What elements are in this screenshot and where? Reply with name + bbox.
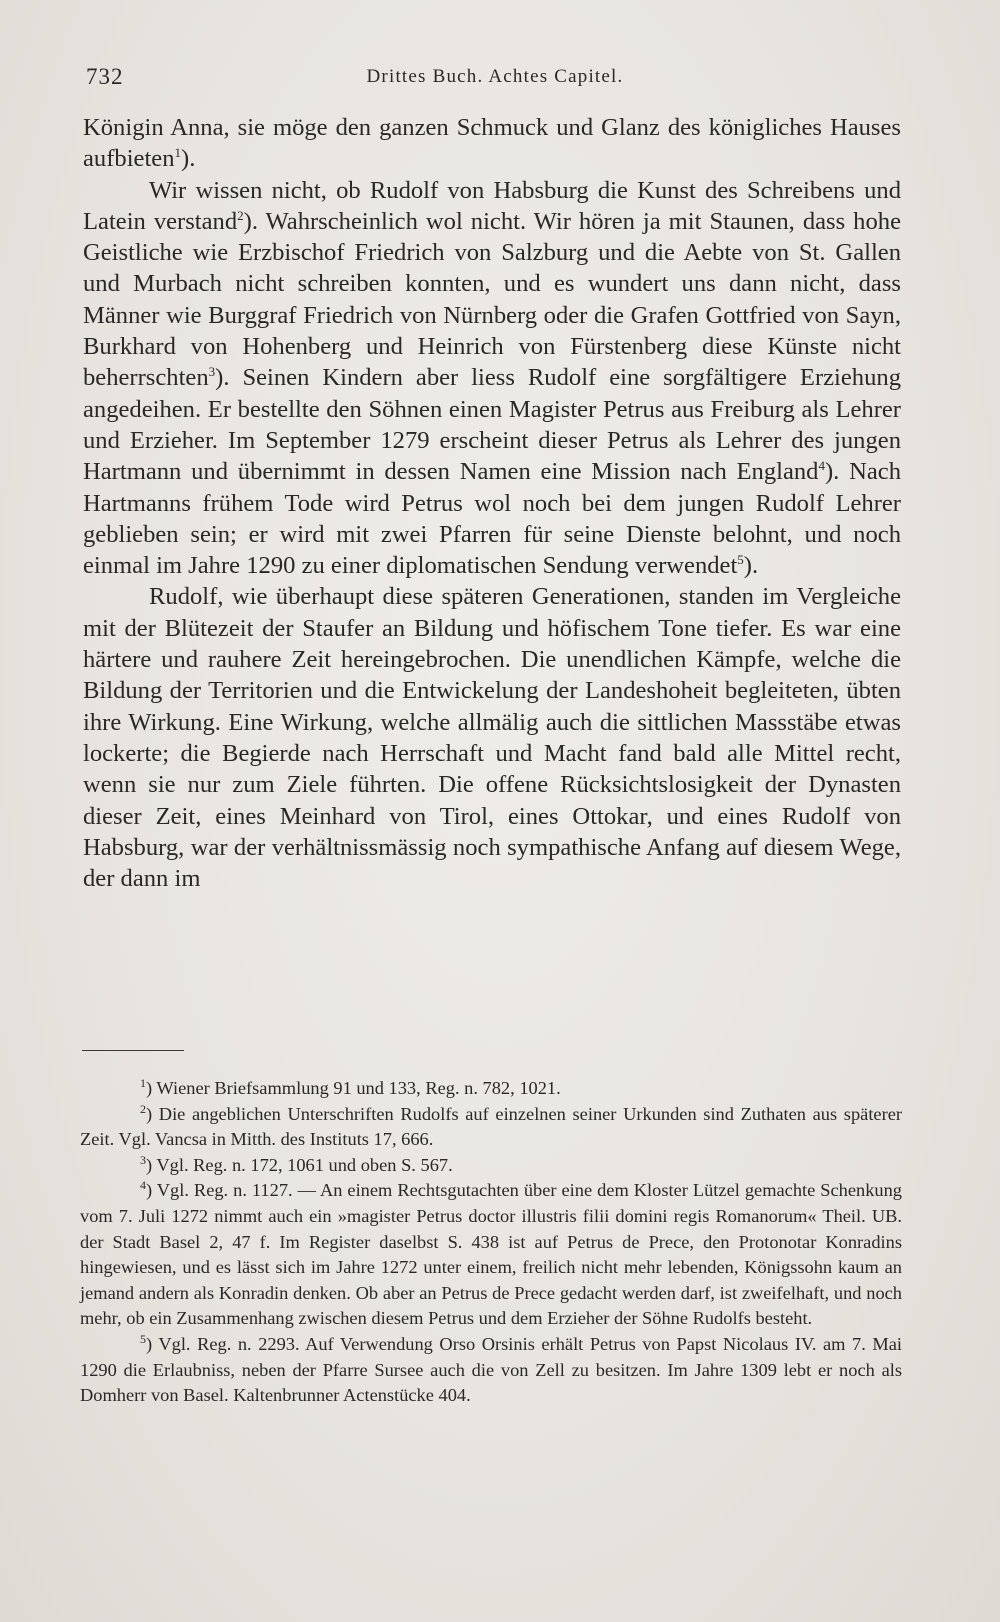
paragraph-text: ). <box>181 145 196 173</box>
running-head <box>86 64 904 94</box>
footnote-ref: 4 <box>818 458 825 474</box>
footnote-mark: 5 <box>140 1331 146 1346</box>
footnote-1 <box>80 1076 902 1102</box>
footnote-2 <box>80 1102 902 1153</box>
footnote-ref: 1 <box>174 145 181 161</box>
footnote-5 <box>80 1332 902 1409</box>
paragraph-text: ). <box>743 552 759 580</box>
paragraph-text: Königin Anna, sie möge den ganzen Schmuck und Glanz des königliches Hauses aufbieten <box>83 114 901 173</box>
running-title: Drittes Buch. Achtes Capitel. <box>366 66 624 87</box>
footnote-mark: 1 <box>140 1076 146 1090</box>
footnote-ref: 5 <box>737 552 744 568</box>
footnote-text: ) Vgl. Reg. n. 172, 1061 und oben S. 567. <box>146 1154 453 1175</box>
paragraph-text: ). Wahrscheinlich wol nicht. Wir hören ja mit Staunen, dass hohe Geistliche wie Erzbischof Friedrich von Salzburg und die Aebte von St. Gallen und Murbach nicht schreiben konnten, und es wundert uns dann nicht, dass Männer wie Burggraf Friedrich von Nürnberg oder die Grafen Gottfried von Sayn, Burkhard von Hohenberg und Heinrich von Fürstenberg diese Künste nicht beherrschten <box>83 207 901 392</box>
footnote-text: ) Die angeblichen Unterschriften Rudolfs auf einzelnen seiner Urkunden sind Zuthaten aus späterer Zeit. Vgl. Vancsa in Mitth. des Instituts 17, 666. <box>80 1103 902 1150</box>
footnote-3 <box>80 1153 902 1179</box>
footnote-text: ) Vgl. Reg. n. 1127. — An einem Rechtsgutachten über eine dem Kloster Lützel gemachte Schenkung vom 7. Juli 1272 nimmt auch ein »magister Petrus doctor illustris filii domini regis Romanorum« Theil. UB. der Stadt Basel 2, 47 f. Im Register daselbst S. 438 ist auf Petrus de Prece, den Protonotar Konradins hingewiesen, und es lässt sich im Jahre 1272 unter einem, freilich nicht mehr lebenden, Königssohn kaum an jemand andern als Konradin denken. Ob aber an Petrus de Prece gedacht werden darf, ist zweifelhaft, und noch mehr, ob ein Zusammenhang zwischen diesem Petrus und dem Erzieher der Söhne Rudolfs besteht. <box>80 1180 902 1329</box>
footnote-mark: 3 <box>140 1152 146 1167</box>
footnote-mark: 4 <box>140 1178 146 1193</box>
paragraph-3 <box>83 581 901 894</box>
paragraph-1 <box>83 112 901 175</box>
paragraph-text: Rudolf, wie überhaupt diese späteren Generationen, standen im Vergleiche mit der Blütezeit der Staufer an Bildung und höfischem Tone tiefer. Es war eine härtere und rauhere Zeit hereingebrochen. Die unendlichen Kämpfe, welche die Bildung der Territorien und die Entwickelung der Landeshoheit begleiteten, übten ihre Wirkung. Eine Wirkung, welche allmälig auch die sittlichen Massstäbe etwas lockerte; die Begierde nach Herrschaft und Macht fand bald alle Mittel recht, wenn sie nur zum Ziele führten. Die offene Rücksichtslosigkeit der Dynasten dieser Zeit, eines Meinhard von Tirol, eines Ottokar, und eines Rudolf von Habsburg, war der verhältnissmässig noch sympathische Anfang auf diesem Wege, der dann im <box>83 583 901 893</box>
footnote-ref: 2 <box>237 207 244 223</box>
page-number: 732 <box>86 64 124 89</box>
footnote-4 <box>80 1178 902 1332</box>
paragraph-text: ). Nach Hartmanns frühem Tode wird Petrus wol noch bei dem jungen Rudolf Lehrer geblieben sein; er wird mit zwei Pfarren für seine Dienste belohnt, und noch einmal im Jahre 1290 zu einer diplomatischen Sendung verwendet <box>83 458 901 580</box>
footnotes <box>80 1076 902 1409</box>
footnote-separator <box>82 1050 184 1051</box>
paragraph-2 <box>83 175 901 582</box>
paragraph-text: ). Seinen Kindern aber liess Rudolf eine sorgfältigere Erziehung angedeihen. Er bestellte den Söhnen einen Magister Petrus aus Freiburg als Lehrer und Erzieher. Im September 1279 erscheint dieser Petrus als Lehrer des jungen Hartmann und übernimmt in dessen Namen eine Mission nach England <box>83 364 901 486</box>
paragraph-text: Wir wissen nicht, ob Rudolf von Habsburg die Kunst des Schreibens und Latein verstand <box>83 176 901 235</box>
footnote-text: ) Wiener Briefsammlung 91 und 133, Reg. n. 782, 1021. <box>146 1078 561 1098</box>
footnote-text: ) Vgl. Reg. n. 2293. Auf Verwendung Orso Orsinis erhält Petrus von Papst Nicolaus IV. am 7. Mai 1290 die Erlaubniss, neben der Pfarre Sursee auch die von Zell zu besitzen. Im Jahre 1309 lebt er noch als Domherr von Basel. Kaltenbrunner Actenstücke 404. <box>80 1333 902 1406</box>
footnote-mark: 2 <box>140 1101 146 1116</box>
footnote-ref: 3 <box>208 364 216 380</box>
main-text <box>83 112 901 894</box>
